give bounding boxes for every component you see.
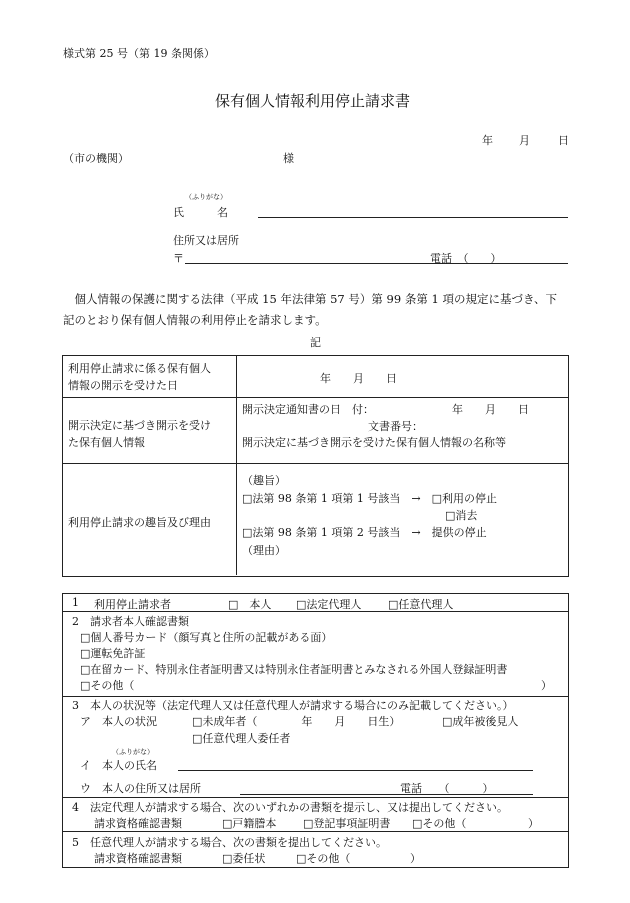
form-title: 保有個人情報利用停止請求書 (215, 92, 411, 110)
s3-title: 3 本人の状況等（法定代理人又は任意代理人が請求する場合にのみ記載してください。） (72, 699, 514, 712)
s3-i-label: イ 本人の氏名 (80, 759, 157, 772)
row2-label-2: た保有個人情報 (68, 436, 145, 449)
s5-option-other[interactable]: □その他（ (296, 852, 351, 865)
s2-item-other[interactable]: □その他（ (80, 679, 135, 692)
s3-u-phone: 電話 （ ） (400, 782, 494, 795)
row3-option-1[interactable]: □法第 98 条第 1 項第 1 号該当 → □利用の停止 (242, 492, 497, 505)
table-divider-1 (62, 397, 568, 398)
s5-option-proxy[interactable]: □委任状 (222, 852, 266, 865)
s3-name-line[interactable] (178, 770, 533, 771)
date-month-label: 月 (519, 134, 530, 147)
row1-label-2: 情報の開示を受けた日 (68, 379, 178, 392)
row2-notice-date-label: 開示決定通知書の日 付： (242, 403, 374, 416)
name-label: 氏 名 (173, 206, 228, 219)
row3-purpose-label: （趣旨） (242, 474, 286, 487)
address-label: 住所又は居所 (173, 234, 239, 247)
s4-option-registry[interactable]: □登記事項証明書 (303, 817, 391, 830)
furigana-label: （ふりがな） (185, 193, 227, 201)
table-col-divider (236, 355, 237, 575)
date-day-label: 日 (558, 134, 569, 147)
s3-a-principal[interactable]: □任意代理人委任者 (192, 732, 291, 745)
statement-line-2: 記のとおり保有個人情報の利用停止を請求します。 (63, 313, 327, 327)
s3-a-minor[interactable]: □未成年者（ 年 月 日生） (192, 715, 401, 728)
statement-line-1: 個人情報の保護に関する法律（平成 15 年法律第 57 号）第 99 条第 1 項の規定に基づき、下 (63, 292, 557, 306)
row2-doc-number-label: 文書番号： (368, 420, 423, 433)
s1-title: 利用停止請求者 (94, 598, 171, 611)
s3-a-label: ア 本人の状況 (80, 715, 157, 728)
honorific-label: 様 (283, 152, 294, 165)
name-field-line[interactable] (258, 217, 568, 218)
s4-option-family-register[interactable]: □戸籍謄本 (222, 817, 277, 830)
form-number: 様式第 25 号（第 19 条関係） (63, 47, 215, 60)
row1-label-1: 利用停止請求に係る保有個人 (68, 362, 211, 375)
row3-reason-label: （理由） (242, 544, 286, 557)
row3-option-erase[interactable]: □消去 (445, 509, 478, 522)
s1-option-self[interactable]: □ 本人 (228, 598, 272, 611)
section-divider-3 (62, 797, 568, 798)
row2-info-name-label: 開示決定に基づき開示を受けた保有個人情報の名称等 (242, 436, 506, 449)
s1-number: 1 (72, 596, 79, 609)
s4-option-other[interactable]: □その他（ (412, 817, 467, 830)
row3-label: 利用停止請求の趣旨及び理由 (68, 516, 211, 529)
s5-option-other-close: ） (410, 852, 421, 865)
postal-mark: 〒 (173, 252, 184, 265)
s3-a-adult-ward[interactable]: □成年被後見人 (442, 715, 519, 728)
s4-docs-label: 請求資格確認書類 (94, 817, 182, 830)
s4-title: 4 法定代理人が請求する場合、次のいずれかの書類を提示し、又は提出してください。 (72, 801, 508, 814)
date-year-label: 年 (482, 134, 493, 147)
address-field-line[interactable] (185, 263, 568, 264)
row2-label-1: 開示決定に基づき開示を受け (68, 419, 211, 432)
s2-item-other-close: ） (541, 679, 552, 692)
s3-furigana: （ふりがな） (112, 748, 154, 756)
s2-item-license[interactable]: □運転免許証 (80, 647, 146, 660)
phone-label: 電話 （ ） (430, 252, 502, 265)
row3-option-2[interactable]: □法第 98 条第 1 項第 2 号該当 → 提供の停止 (242, 526, 487, 539)
s2-item-mynumber[interactable]: □個人番号カード（顔写真と住所の記載がある面） (80, 631, 333, 644)
s4-option-other-close: ） (528, 817, 539, 830)
ki-label: 記 (310, 336, 321, 349)
s5-title: 5 任意代理人が請求する場合、次の書類を提出してください。 (72, 836, 387, 849)
s2-item-residence[interactable]: □在留カード、特別永住者証明書又は特別永住者証明書とみなされる外国人登録証明書 (80, 663, 508, 676)
row2-notice-date[interactable]: 年 月 日 (452, 403, 529, 416)
s5-docs-label: 請求資格確認書類 (94, 852, 182, 865)
section-divider-4 (62, 831, 568, 832)
s3-u-label: ウ 本人の住所又は居所 (80, 782, 201, 795)
addressee-label: （市の機関） (63, 152, 129, 165)
s2-title: 2 請求者本人確認書類 (72, 615, 189, 628)
row1-date[interactable]: 年 月 日 (320, 372, 397, 385)
s1-option-legal-rep[interactable]: □法定代理人 (296, 598, 362, 611)
row2-info-line[interactable] (242, 463, 562, 464)
s1-option-voluntary-rep[interactable]: □任意代理人 (388, 598, 454, 611)
